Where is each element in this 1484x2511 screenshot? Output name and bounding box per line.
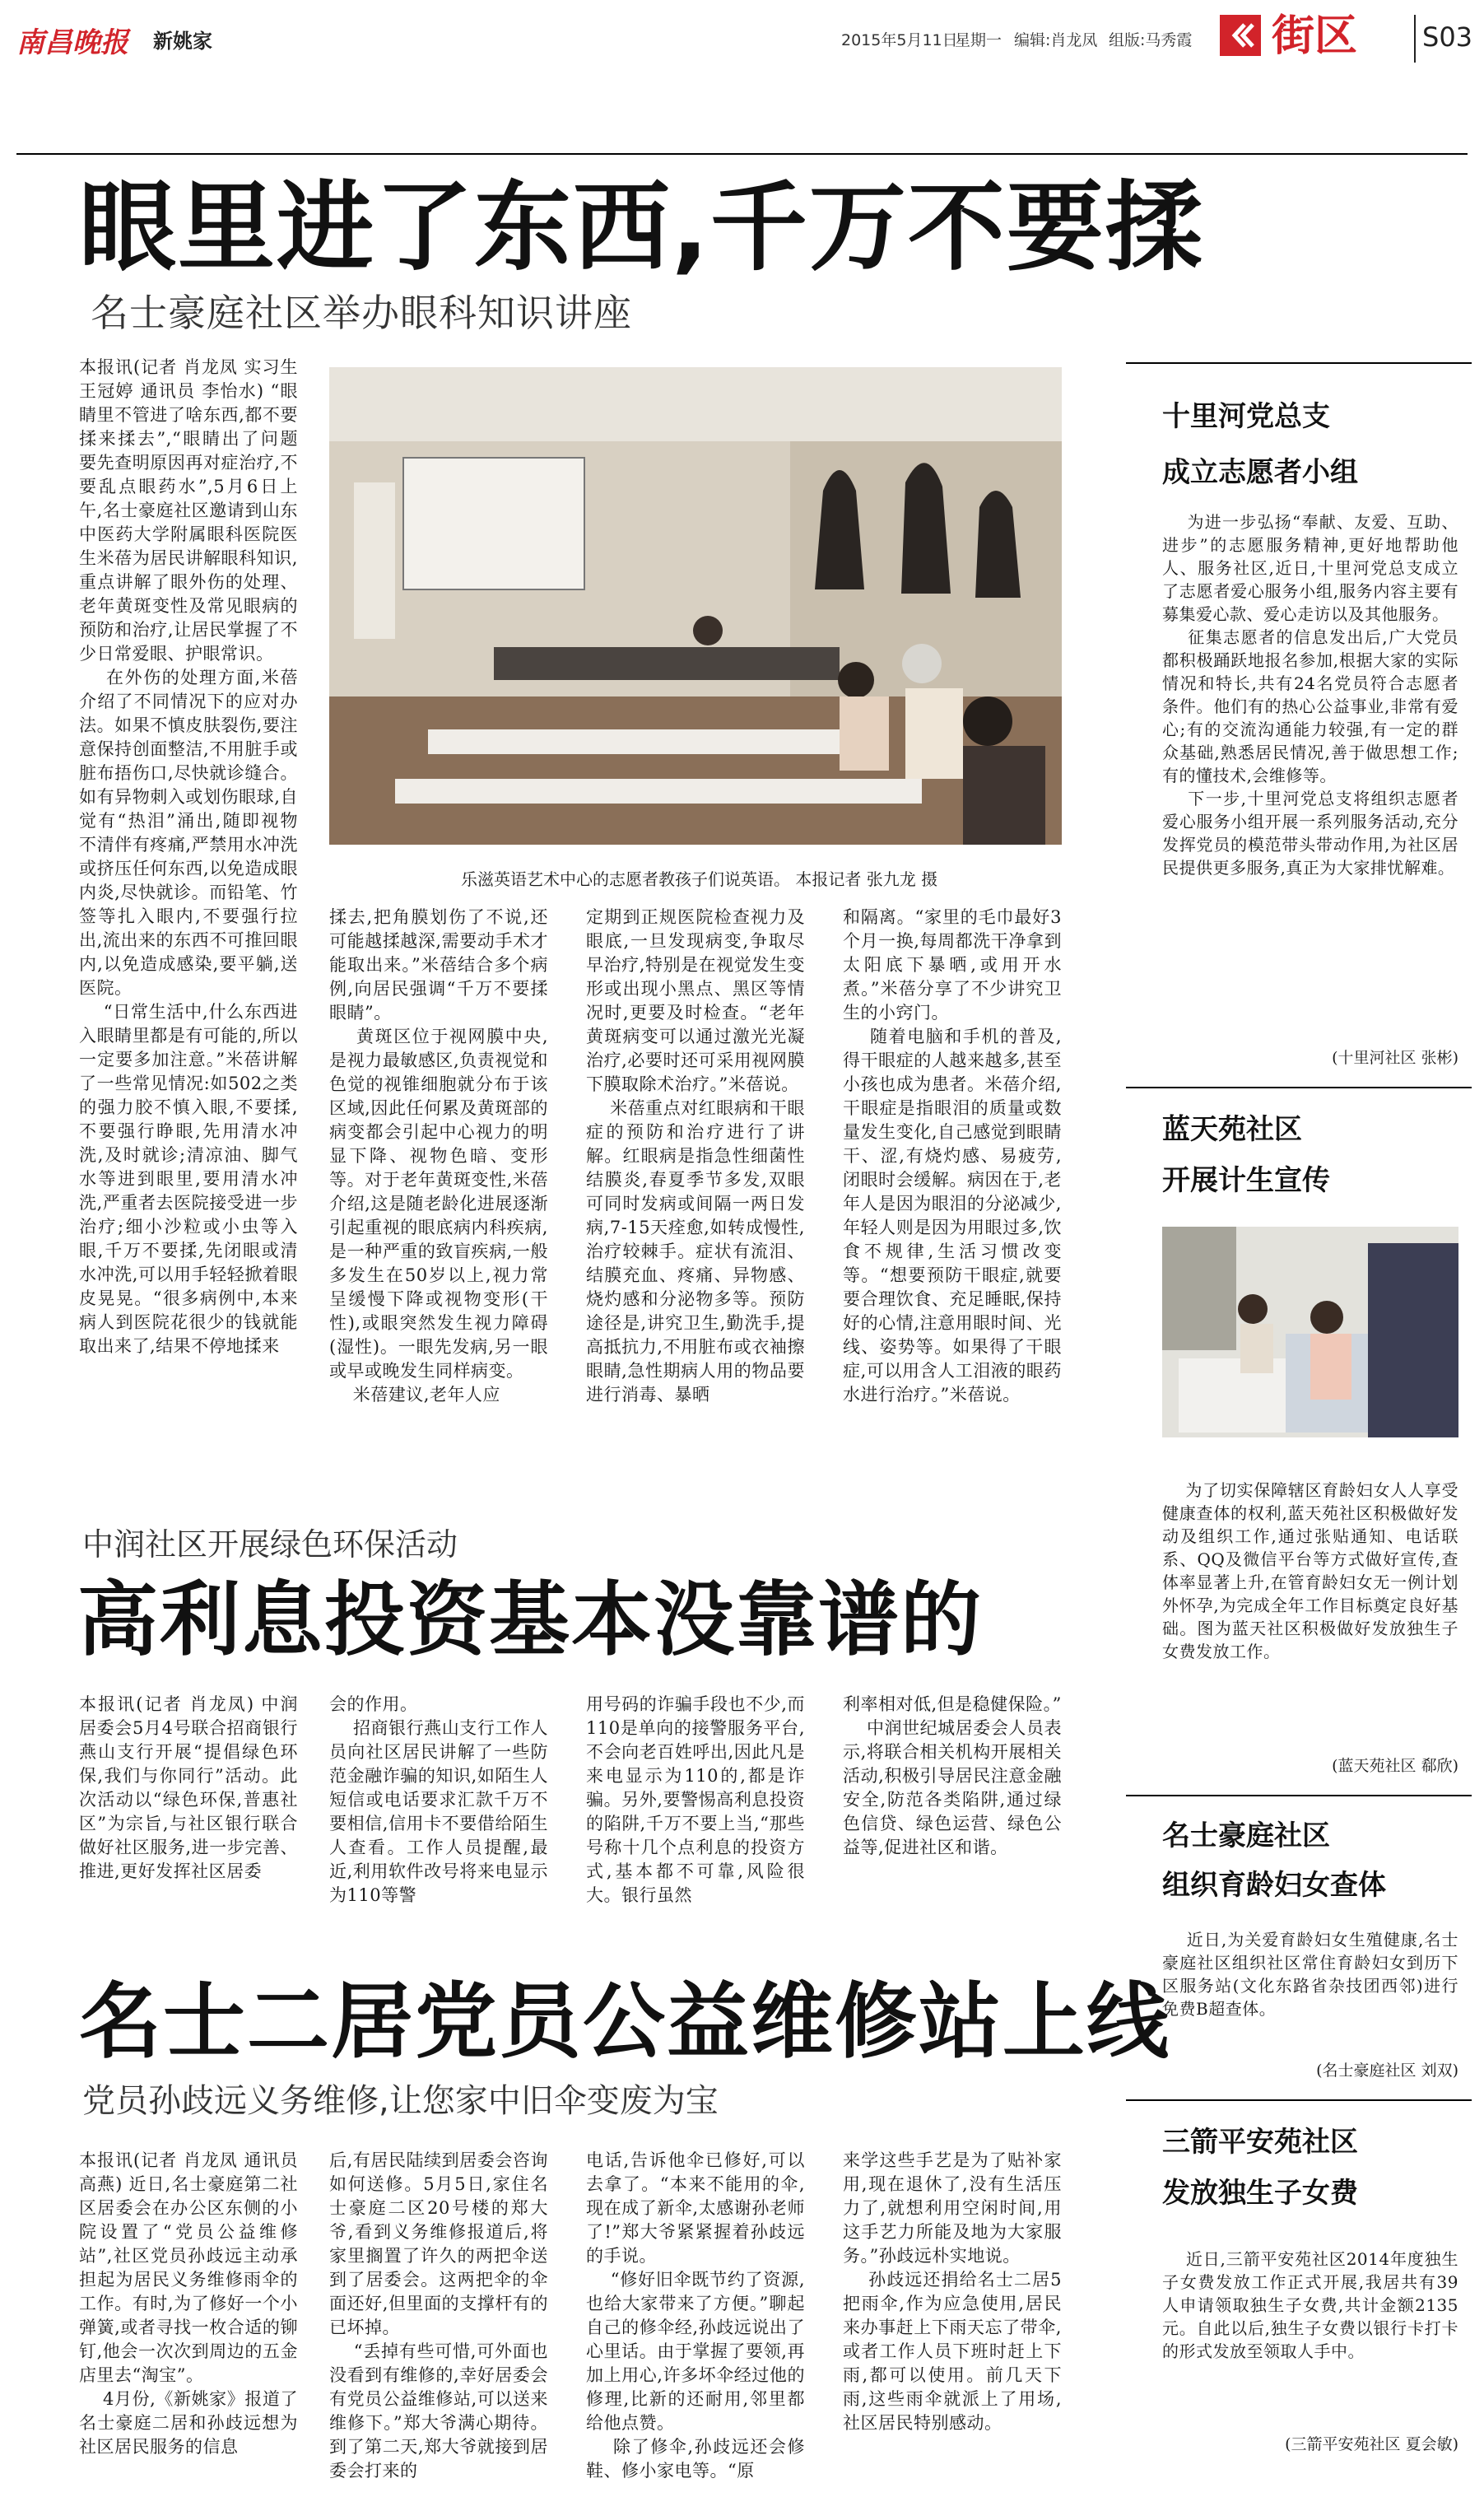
sidebar4-title-line2: 发放独生子女费 — [1162, 2177, 1358, 2210]
sidebar4-credit: (三箭平安苑社区 夏会敏) — [1285, 2435, 1458, 2453]
sidebar-rule-3 — [1126, 1795, 1472, 1796]
sidebar1-body: 为进一步弘扬“奉献、友爱、互助、进步”的志愿服务精神,更好地帮助他人、服务社区,近日,十里河党总支成立了志愿者爱心服务小组,服务内容主要有募集爱心款、爱心走访以及其他服务。 征集志愿者的信息发出后,广大党员都积极踊跃地报名参加,根据大家的实际情况和特长,共有24名党员符合志愿者条件。他们有的热心公益事业,非常有爱心;有的交流沟通能力较强,有一定的群众基础,熟悉居民情况,善于做思想工作;有的懂技术,会维修等。 下一步,十里河党总支将组织志愿者爱心服务小组开展一系列服务活动,充分发挥党员的模范带头带动作用,为社区居民提供更多服务,真正为大家排忧解难。 — [1162, 512, 1458, 878]
masthead-divider — [1414, 15, 1416, 63]
sidebar2-photo — [1162, 1227, 1458, 1437]
article2-col1: 本报讯(记者 肖龙凤) 中润居委会5月4号联合招商银行燕山支行开展“提倡绿色环保,我们与你同行”活动。此次活动以“绿色环保,普惠社区”为宗旨,与社区银行联合做好社区服务,进一步完善、推进,更好发挥社区居委 — [79, 1694, 298, 1881]
article3-col1: 本报讯(记者 肖龙凤 通讯员 高燕) 近日,名士豪庭第二社区居委会在办公区东侧的小院设置了“党员公益维修站”,社区党员孙歧远主动承担起为居民义务维修雨伞的工作。有时,为了修好一个小弹簧,或者寻找一枚合适的铆钉,他会一次次到周边的五金店里去“淘宝”。 4月份,《新姚家》报道了名士豪庭二居和孙歧远想为社区居民服务的信息 — [79, 2150, 298, 2457]
article1-col2: 揉去,把角膜划伤了不说,还可能越揉越深,需要动手术才能取出来。”米蓓结合多个病例,向居民强调“千万不要揉眼睛”。 黄斑区位于视网膜中央,是视力最敏感区,负责视觉和色觉的视锥细胞就分布于该区域,因此任何累及黄斑部的病变都会引起中心视力的明显下降、视物色暗、变形等。对于老年黄斑变性,米蓓介绍,这是随老龄化进展逐渐引起重视的眼底病内科疾病,是一种严重的致盲疾病,一般多发生在50岁以上,视力常呈缓慢下降或视物变形(干性),或眼突然发生视力障碍(湿性)。一眼先发病,另一眼或早或晚发生同样病变。 米蓓建议,老年人应 — [329, 907, 548, 1405]
top-rule — [16, 153, 1468, 155]
editor-credit: 编辑:肖龙凤 — [1014, 31, 1098, 49]
article3-col3: 电话,告诉他伞已修好,可以去拿了。“本来不能用的伞,现在成了新伞,太感谢孙老师了!”郑大爷紧紧握着孙歧远的手说。 “修好旧伞既节约了资源,也给大家带来了方便。”聊起自己的修伞经,孙歧远说出了心里话。由于掌握了要领,再加上用心,许多坏伞经过他的修理,比新的还耐用,邻里都给他点赞。 除了修伞,孙歧远还会修鞋、修小家电等。“原 — [586, 2150, 806, 2481]
sidebar1-title-line2: 成立志愿者小组 — [1162, 456, 1358, 489]
article1-photo — [329, 367, 1062, 845]
double-chevron-icon — [1220, 15, 1261, 56]
article1-col4: 和隔离。“家里的毛巾最好3个月一换,每周都洗干净拿到太阳底下暴晒,或用开水煮。”米蓓分享了不少讲究卫生的小窍门。 随着电脑和手机的普及,得干眼症的人越来越多,甚至小孩也成为患者。米蓓介绍,干眼症是指眼泪的质量或数量发生变化,自己感觉到眼睛干、涩,有烧灼感、易疲劳,闭眼时会缓解。病因在于,老年人是因为眼泪的分泌减少,年轻人则是因为用眼过多,饮食不规律,生活习惯改变等。“想要预防干眼症,就要要合理饮食、充足睡眠,保持好的心情,注意用眼时间、光线、姿势等。如果得了干眼症,可以用含人工泪液的眼药水进行治疗。”米蓓说。 — [843, 907, 1062, 1405]
article1-photo-caption: 乐滋英语艺术中心的志愿者教孩子们说英语。 本报记者 张九龙 摄 — [461, 869, 938, 889]
section-tag: 新姚家 — [153, 30, 212, 53]
sidebar-rule-2 — [1126, 1087, 1472, 1088]
masthead — [0, 0, 1484, 78]
article2-kicker: 中润社区开展绿色环保活动 — [82, 1526, 458, 1563]
office-illustration — [1162, 1227, 1458, 1437]
article1-col3: 定期到正规医院检查视力及眼底,一旦发现病变,争取尽早治疗,特别是在视觉发生变形或出现小黑点、黑区等情况时,更要及时检查。“老年黄斑病变可以通过激光光凝治疗,必要时还可采用视网膜下膜取除术治疗。”米蓓说。 米蓓重点对红眼病和干眼症的预防和治疗进行了讲解。红眼病是指急性细菌性结膜炎,春夏季节多发,双眼可同时发病或间隔一两日发病,7-15天痊愈,如转成慢性,治疗较棘手。症状有流泪、结膜充血、疼痛、异物感、烧灼感和分泌物多等。预防途径是,讲究卫生,勤洗手,提高抵抗力,不用脏布或衣袖擦眼睛,急性期病人用的物品要进行消毒、暴晒 — [586, 907, 806, 1405]
sidebar2-credit: (蓝天苑社区 郗欣) — [1332, 1757, 1458, 1775]
sidebar3-title-line2: 组织育龄妇女查体 — [1162, 1869, 1386, 1902]
issue-weekday: 星期一 — [955, 31, 1003, 49]
sidebar4-body: 近日,三箭平安苑社区2014年度独生子女费发放工作正式开展,我居共有39人申请领取独生子女费,共计金额2135元。自此以后,独生子女费以银行卡打卡的形式发放至领取人手中。 — [1162, 2249, 1458, 2361]
sidebar2-title-line2: 开展计生宣传 — [1162, 1164, 1330, 1197]
sidebar2-title-line1: 蓝天苑社区 — [1162, 1113, 1302, 1146]
article3-subheadline: 党员孙歧远义务维修,让您家中旧伞变废为宝 — [82, 2082, 719, 2120]
article2-col4: 利率相对低,但是稳健保险。” 中润世纪城居委会人员表示,将联合相关机构开展相关活动,积极引导居民注意金融安全,防范各类陷阱,通过绿色信贷、绿色运营、绿色公益等,促进社区和谐。 — [843, 1694, 1063, 1857]
section-name: 街区 — [1272, 12, 1358, 61]
article3-headline: 名士二居党员公益维修站上线 — [79, 1973, 1170, 2070]
issue-date: 2015年5月11日 — [841, 31, 958, 49]
article1-col1: 本报讯(记者 肖龙凤 实习生 王冠婷 通讯员 李怡水) “眼睛里不管进了啥东西,都不要揉来揉去”,“眼睛出了问题要先查明原因再对症治疗,不要乱点眼药水”,5月6日上午,名士豪庭社区邀请到山东中医药大学附属眼科医院医生米蓓为居民讲解眼科知识,重点讲解了眼外伤的处理、老年黄斑变性及常见眼病的预防和治疗,让居民掌握了不少日常爱眼、护眼常识。 在外伤的处理方面,米蓓介绍了不同情况下的应对办法。如果不慎皮肤裂伤,要注意保持创面整洁,不用脏手或脏布捂伤口,尽快就诊缝合。如有异物刺入或划伤眼球,自觉有“热泪”涌出,随即视物不清伴有疼痛,严禁用水冲洗或挤压任何东西,以免造成眼内炎,尽快就诊。而铅笔、竹签等扎入眼内,不要强行拉出,流出来的东西不可推回眼内,以免造成感染,要平躺,送医院。 “日常生活中,什么东西进入眼睛里都是有可能的,所以一定要多加注意。”米蓓讲解了一些常见情况:如502之类的强力胶不慎入眼,不要揉,不要强行睁眼,先用清水冲洗,及时就诊;清凉油、脚气水等进到眼里,要用清水冲洗,严重者去医院接受进一步治疗;细小沙粒或小虫等入眼,千万不要揉,先闭眼或清水冲洗,可以用手轻轻掀着眼皮晃晃。“很多病例中,本来病人到医院花很少的钱就能取出来了,结果不停地揉来 — [79, 357, 299, 1356]
article1-subheadline: 名士豪庭社区举办眼科知识讲座 — [91, 291, 632, 335]
article2-col2: 会的作用。 招商银行燕山支行工作人员向社区居民讲解了一些防范金融诈骗的知识,如陌生人短信或电话要求汇款千万不要相信,信用卡不要借给陌生人查看。工作人员提醒,最近,利用软件改号将来电显示为110等警 — [329, 1694, 549, 1905]
layout-credit: 组版:马秀霞 — [1109, 31, 1193, 49]
article2-headline: 高利息投资基本没靠谱的 — [77, 1573, 984, 1667]
page-number: S03 — [1422, 21, 1473, 53]
sidebar2-body: 为了切实保障辖区育龄妇女人人享受健康查体的权利,蓝天苑社区积极做好发动及组织工作,通过张贴通知、电话联系、QQ及微信平台等方式做好宣传,查体率显著上升,在管育龄妇女无一例计划外怀孕,为完成全年工作目标奠定良好基础。图为蓝天社区积极做好发放独生子女费发放工作。 — [1162, 1480, 1458, 1661]
paper-name: 南昌晚报 — [16, 26, 128, 59]
sidebar1-title-line1: 十里河党总支 — [1162, 400, 1330, 433]
article1-headline: 眼里进了东西,千万不要揉 — [79, 170, 1204, 284]
sidebar — [1126, 362, 1472, 2511]
sidebar3-title-line1: 名士豪庭社区 — [1162, 1819, 1330, 1852]
article2-col3: 用号码的诈骗手段也不少,而110是单向的接警服务平台,不会向老百姓呼出,因此凡是来电显示为110的,都是诈骗。另外,要警惕高利息投资的陷阱,千万不要上当,“那些号称十几个点利息的投资方式,基本都不可靠,风险很大。银行虽然 — [586, 1694, 805, 1905]
sidebar1-credit: (十里河社区 张彬) — [1332, 1049, 1458, 1067]
sidebar3-body: 近日,为关爱育龄妇女生殖健康,名士豪庭社区组织社区常住育龄妇女到历下区服务站(文化东路省杂技团西邻)进行免费B超查体。 — [1162, 1930, 1458, 2019]
sidebar-rule-1 — [1126, 362, 1472, 364]
sidebar4-title-line1: 三箭平安苑社区 — [1162, 2126, 1358, 2159]
article3-col2: 后,有居民陆续到居委会咨询如何送修。5月5日,家住名士豪庭二区20号楼的郑大爷,看到义务维修报道后,将家里搁置了许久的两把伞送到了居委会。这两把伞的伞面还好,但里面的支撑杆有的已坏掉。 “丢掉有些可惜,可外面也没看到有维修的,幸好居委会有党员公益维修站,可以送来维修下。”郑大爷满心期待。到了第二天,郑大爷就接到居委会打来的 — [329, 2150, 549, 2481]
section-red-block — [1220, 15, 1261, 56]
lecture-room-illustration — [329, 367, 1062, 845]
article3-col4: 来学这些手艺是为了贴补家用,现在退休了,没有生活压力了,就想利用空闲时间,用这手艺力所能及地为大家服务。”孙歧远朴实地说。 孙歧远还捐给名士二居5把雨伞,作为应急使用,居民来办事赶上下雨天忘了带伞,或者工作人员下班时赶上下雨,都可以使用。前几天下雨,这些雨伞就派上了用场,社区居民特别感动。 — [843, 2150, 1062, 2433]
sidebar3-credit: (名士豪庭社区 刘双) — [1316, 2061, 1458, 2080]
sidebar-rule-4 — [1126, 2099, 1472, 2101]
